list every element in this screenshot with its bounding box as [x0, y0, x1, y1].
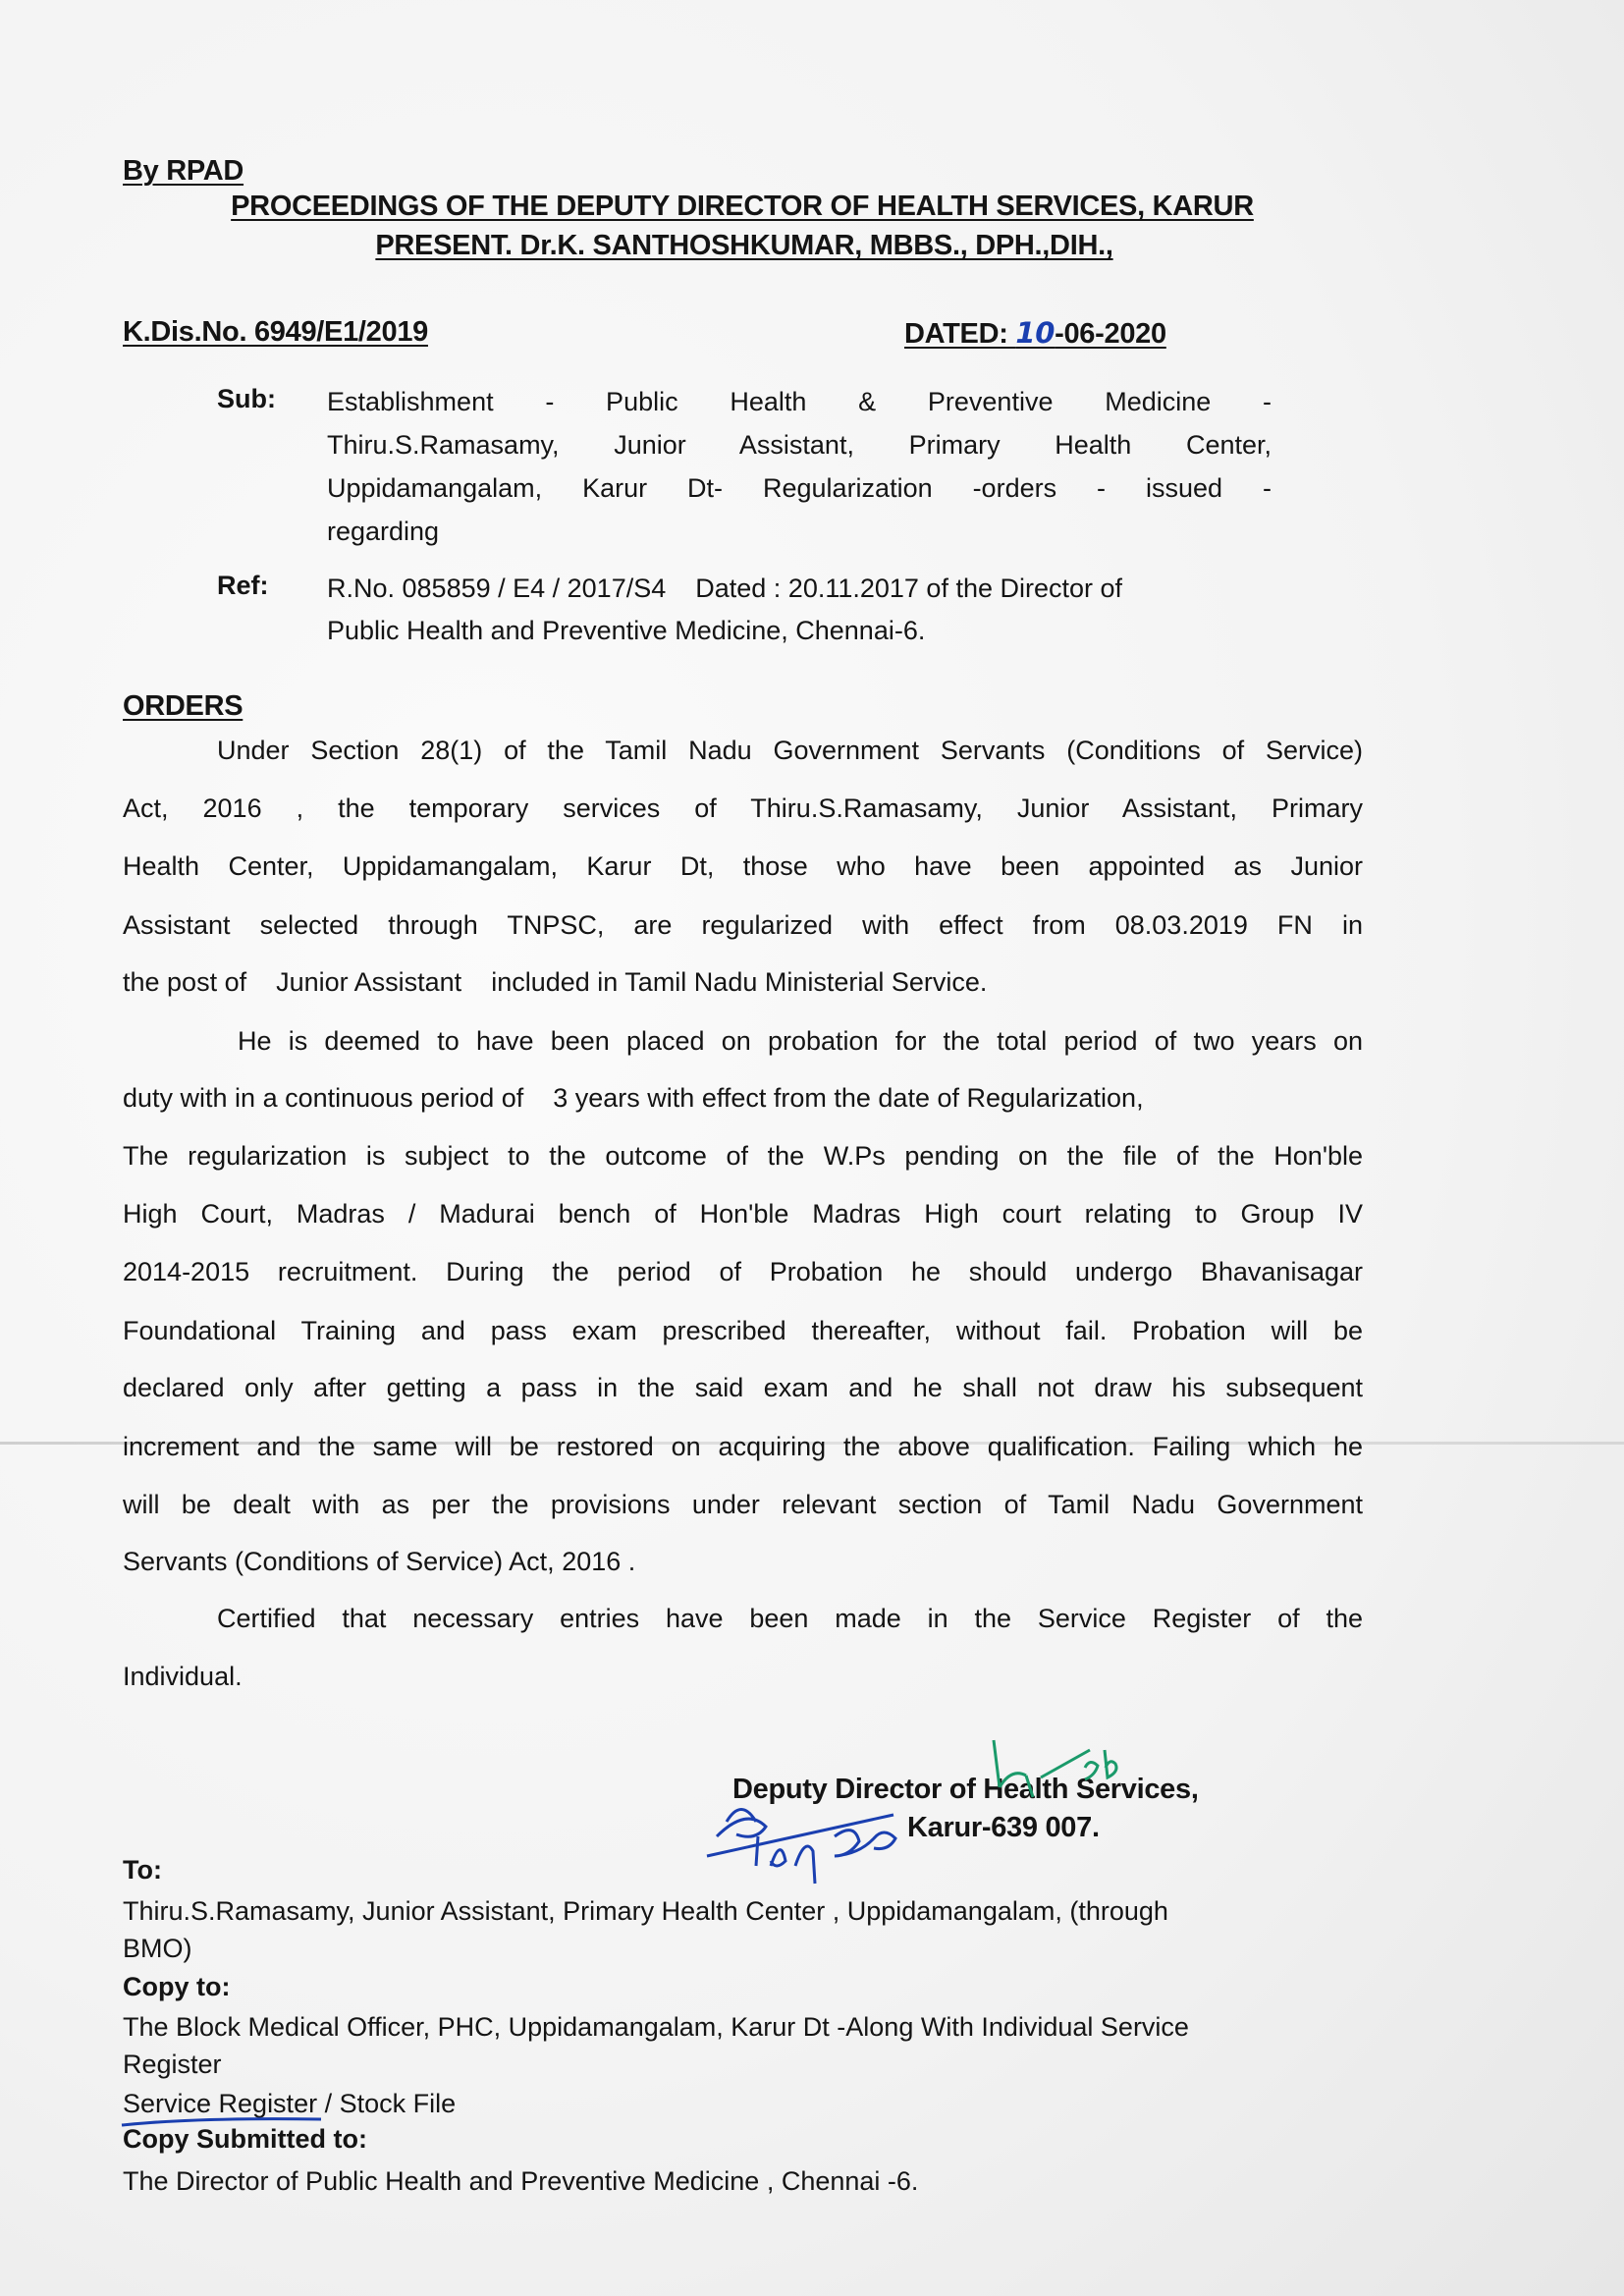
- order-text-line: Servants (Conditions of Service) Act, 2016 .: [123, 1547, 636, 1576]
- order-text-line: The regularization is subject to the outcome of the W.Ps pending on the file of the Hon'ble: [123, 1141, 1363, 1171]
- order-text-line: Certified that necessary entries have been made in the Service Register of the: [217, 1604, 1363, 1633]
- order-text-line: Under Section 28(1) of the Tamil Nadu Government Servants (Conditions of Service): [217, 736, 1363, 765]
- present-officer: PRESENT. Dr.K. SANTHOSHKUMAR, MBBS., DPH.,DIH.,: [375, 230, 1113, 261]
- handwritten-signature-icon: [687, 1728, 1198, 1895]
- order-text-line: High Court, Madras / Madurai bench of Hon'ble Madras High court relating to Group IV: [123, 1199, 1363, 1229]
- order-text-line: He is deemed to have been placed on probation for the total period of two years on: [238, 1026, 1363, 1056]
- subject-line: Thiru.S.Ramasamy, Junior Assistant, Primary Health Center,: [327, 430, 1272, 460]
- order-text-line: Health Center, Uppidamangalam, Karur Dt, those who have been appointed as Junior: [123, 851, 1363, 881]
- handwritten-day: 10: [1015, 316, 1056, 350]
- copy-recipient-line: Service Register / Stock File: [123, 2089, 457, 2118]
- to-label: To:: [123, 1855, 162, 1885]
- reference-label: Ref:: [217, 571, 269, 600]
- order-text-line: duty with in a continuous period of 3 years with effect from the date of Regularization,: [123, 1083, 1144, 1113]
- copy-recipient-line: Register: [123, 2050, 222, 2079]
- order-text-line: Individual.: [123, 1662, 243, 1691]
- reference-line: Public Health and Preventive Medicine, Chennai-6.: [327, 616, 926, 645]
- subject-line: Uppidamangalam, Karur Dt- Regularization -orders - issued -: [327, 473, 1272, 503]
- order-text-line: Act, 2016 , the temporary services of Thiru.S.Ramasamy, Junior Assistant, Primary: [123, 793, 1363, 823]
- order-text-line: declared only after getting a pass in the said exam and he shall not draw his subsequent: [123, 1373, 1363, 1402]
- to-recipient-line: BMO): [123, 1934, 192, 1963]
- subject-line: Establishment - Public Health & Preventive Medicine -: [327, 387, 1272, 416]
- by-rpad-label: By RPAD: [123, 155, 244, 187]
- order-text-line: increment and the same will be restored on acquiring the above qualification. Failing which he: [123, 1432, 1363, 1461]
- to-recipient-line: Thiru.S.Ramasamy, Junior Assistant, Primary Health Center , Uppidamangalam, (through: [123, 1896, 1168, 1926]
- subject-label: Sub:: [217, 384, 276, 413]
- proceedings-title: PROCEEDINGS OF THE DEPUTY DIRECTOR OF HEALTH SERVICES, KARUR: [231, 191, 1254, 222]
- reference-number: K.Dis.No. 6949/E1/2019: [123, 316, 428, 348]
- order-text-line: Foundational Training and pass exam prescribed thereafter, without fail. Probation will be: [123, 1316, 1363, 1345]
- copy-recipient-line: The Block Medical Officer, PHC, Uppidamangalam, Karur Dt -Along With Individual Service: [123, 2012, 1189, 2042]
- dated-label: DATED:: [904, 318, 1016, 350]
- order-text-line: Assistant selected through TNPSC, are regularized with effect from 08.03.2019 FN in: [123, 910, 1363, 940]
- dated-line: [904, 316, 1166, 351]
- reference-line: R.No. 085859 / E4 / 2017/S4 Dated : 20.11.2017 of the Director of: [327, 574, 1123, 603]
- order-text-line: 2014-2015 recruitment. During the period of Probation he should undergo Bhavanisagar: [123, 1257, 1363, 1286]
- dated-month-year: -06-2020: [1055, 318, 1166, 350]
- copy-submitted-recipient: The Director of Public Health and Preventive Medicine , Chennai -6.: [123, 2166, 919, 2196]
- signatory-designation: Deputy Director of Health Services,: [732, 1774, 1199, 1805]
- subject-line: regarding: [327, 517, 440, 546]
- signatory-place: Karur-639 007.: [907, 1812, 1100, 1843]
- order-text-line: the post of Junior Assistant included in Tamil Nadu Ministerial Service.: [123, 967, 988, 997]
- copy-to-label: Copy to:: [123, 1972, 231, 2001]
- order-text-line: will be dealt with as per the provisions under relevant section of Tamil Nadu Government: [123, 1490, 1363, 1519]
- copy-submitted-label: Copy Submitted to:: [123, 2124, 367, 2154]
- orders-heading: ORDERS: [123, 690, 244, 722]
